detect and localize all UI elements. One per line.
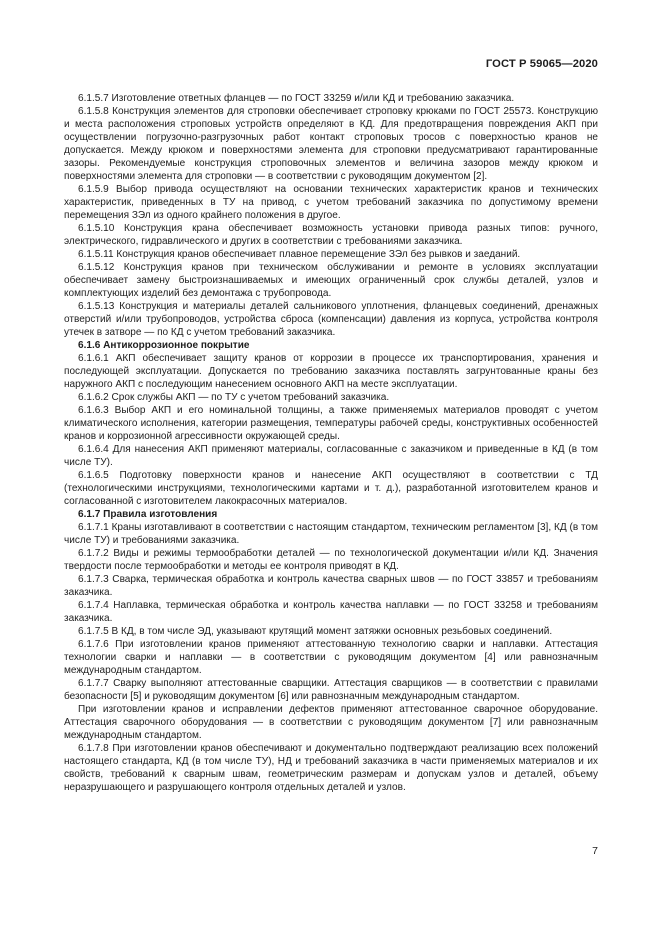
paragraph: 6.1.7.8 При изготовлении кранов обеспечивают и документально подтверждают реализацию всех положений настоящего стандарта, КД (в том числе ТУ), НД и требований заказчика в части применяемых материалов и их свойств, требований к сварным швам, геометрическим размерам и допускам узлов и деталей, объему неразрушающего и разрушающего контроля отдельных деталей и узлов.: [64, 743, 598, 793]
paragraph: 6.1.7.6 При изготовлении кранов применяют аттестованную технологию сварки и наплавки. Аттестация технологии сварки и наплавки — в соответствии с руководящим документом [4] или равнозначным международным стандартом.: [64, 639, 598, 676]
document-code: ГОСТ Р 59065—2020: [485, 58, 598, 70]
paragraph: 6.1.5.12 Конструкция кранов при техническом обслуживании и ремонте в условиях эксплуатации обеспечивает замену быстроизнашиваемых и имеющих ограниченный срок службы деталей, узлов и комплектующих изделий без демонтажа с трубопровода.: [64, 262, 598, 299]
paragraph: 6.1.5.8 Конструкция элементов для строповки обеспечивает строповку крюками по ГОСТ 25573. Конструкцию и места расположения строповых устройств определяют в КД. Для предотвращения повреждения АКП при осуществлении погрузочно-разгрузочных работ контакт строповых тросов с поверхностью кранов не допускается. Между крюком и поверхностями элемента для строповки предусматривают гарантированные зазоры. Рекомендуемые конструкция строповочных элементов и величина зазоров между крюком и поверхностями элемента для строповки — в соответствии с руководящим документом [2].: [64, 106, 598, 182]
paragraph: 6.1.6.3 Выбор АКП и его номинальной толщины, а также применяемых материалов проводят с учетом климатического исполнения, категории размещения, температуры рабочей среды, конструктивных особенностей кранов и коррозионной агрессивности окружающей среды.: [64, 405, 598, 442]
paragraph: 6.1.5.9 Выбор привода осуществляют на основании технических характеристик кранов и технических характеристик, приведенных в ТУ на привод, с учетом требований заказчика по допустимому времени перемещения ЗЭл из одного крайнего положения в другое.: [64, 184, 598, 221]
paragraph: При изготовлении кранов и исправлении дефектов применяют аттестованное сварочное оборудование. Аттестация сварочного оборудования — в соответствии с руководящим документом [7] или равнозначным международным стандартом.: [64, 704, 598, 741]
page-number: 7: [592, 845, 598, 857]
paragraph: 6.1.6.5 Подготовку поверхности кранов и нанесение АКП осуществляют в соответствии с ТД (технологическими инструкциями, технологическими картами и т. д.), разработанной изготовителем кранов и согласованной с изготовителем лакокрасочных материалов.: [64, 470, 598, 507]
section-heading: 6.1.7 Правила изготовления: [78, 509, 218, 520]
paragraph: 6.1.5.13 Конструкция и материалы деталей сальникового уплотнения, фланцевых соединений, дренажных отверстий и/или трубопроводов, устройства сброса (компенсации) давления из корпуса, устройства контроля утечек в затворе — по КД с учетом требований заказчика.: [64, 301, 598, 338]
paragraph: 6.1.5.7 Изготовление ответных фланцев — по ГОСТ 33259 и/или КД и требованию заказчика.: [78, 93, 515, 104]
paragraph: 6.1.6.4 Для нанесения АКП применяют материалы, согласованные с заказчиком и приведенные в КД (в том числе ТУ).: [64, 444, 598, 468]
paragraph: 6.1.5.10 Конструкция крана обеспечивает возможность установки привода разных типов: ручного, электрического, гидравлического и других в соответствии с требованиями заказчика.: [64, 223, 598, 247]
paragraph: 6.1.7.2 Виды и режимы термообработки деталей — по технологической документации и/или КД. Значения твердости после термообработки и методы ее контроля приводят в КД.: [64, 548, 598, 572]
paragraph: 6.1.7.1 Краны изготавливают в соответствии с настоящим стандартом, техническим регламентом [3], КД (в том числе ТУ) и требованиями заказчика.: [64, 522, 598, 546]
paragraph: 6.1.7.5 В КД, в том числе ЭД, указывают крутящий момент затяжки основных резьбовых соединений.: [78, 626, 553, 637]
paragraph: 6.1.6.2 Срок службы АКП — по ТУ с учетом требований заказчика.: [78, 392, 390, 403]
paragraph: 6.1.7.7 Сварку выполняют аттестованные сварщики. Аттестация сварщиков — в соответствии с правилами безопасности [5] и руководящим документом [6] или равнозначным международным стандартом.: [64, 678, 598, 702]
paragraph: 6.1.7.3 Сварка, термическая обработка и контроль качества сварных швов — по ГОСТ 33857 и требованиям заказчика.: [64, 574, 598, 598]
paragraph: 6.1.6.1 АКП обеспечивает защиту кранов от коррозии в процессе их транспортирования, хранения и последующей эксплуатации. Допускается по требованию заказчика поставлять загрунтованные краны без наружного АКП с последующим нанесением основного АКП на месте эксплуатации.: [64, 353, 598, 390]
document-body: [64, 92, 598, 794]
section-heading: 6.1.6 Антикоррозионное покрытие: [78, 340, 250, 351]
paragraph: 6.1.5.11 Конструкция кранов обеспечивает плавное перемещение ЗЭл без рывков и заеданий.: [78, 249, 521, 260]
paragraph: 6.1.7.4 Наплавка, термическая обработка и контроль качества наплавки — по ГОСТ 33258 и требованиям заказчика.: [64, 600, 598, 624]
